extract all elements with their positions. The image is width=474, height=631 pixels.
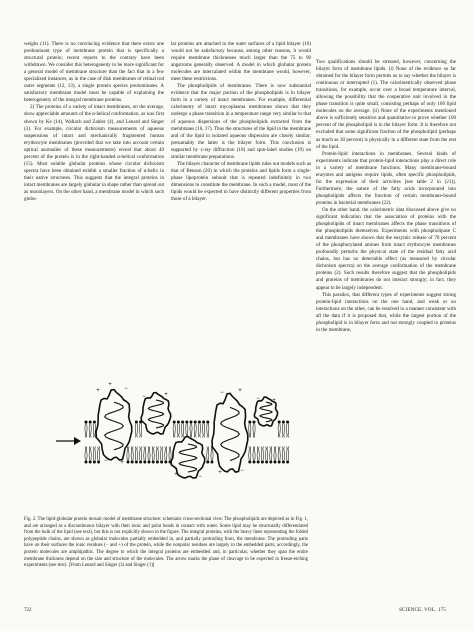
lipid-tail	[253, 447, 254, 461]
lipid-tail	[166, 447, 167, 461]
lipid-tail	[270, 447, 271, 461]
lipid-tail	[263, 447, 264, 461]
lipid-tail	[259, 447, 260, 461]
lipid-tail	[86, 424, 87, 438]
figure-caption: Fig. 2. The lipid-globular protein mosaic model of membrane structure: schematic cross-sectional view. The phospholipids are depicted as in Fig. 1, and are arranged as a discontinuous bilayer with their ionic and polar heads in contact with water. Some lipid may be structurally differentiated from the bulk of the lipid (see text), but this is not explicitly shown in the figure. The integral proteins, with the heavy lines representing the folded polypeptide chains, are shown as globular molecules partially embedded in, and partially protruding from, the membrane. The protruding parts have on their surfaces the ionic residues (− and +) of the protein, while the nonpolar residues are largely in the embedded parts; accordingly, the protein molecules are amphipathic. The degree to which the integral proteins are embedded and, in particular, whether they span the entire membrane thickness depend on the size and structure of the molecules. The arrow marks the plane of cleavage to be expected in freeze-etching experiments (see text). [From Lenard and Singer (3) and Singer (1)]	[24, 517, 308, 569]
ionic-residue-label: +	[164, 392, 168, 398]
lipid-head	[248, 461, 251, 464]
lipid-tail	[148, 447, 149, 461]
lipid-head	[253, 461, 256, 464]
lipid-tail	[135, 424, 136, 438]
lipid-tail	[144, 447, 145, 461]
lipid-tail	[137, 447, 138, 461]
lipid-head	[278, 461, 281, 464]
lipid-head	[135, 461, 138, 464]
lipid-tail	[93, 424, 94, 438]
lipid-tail	[282, 447, 283, 461]
lipid-tail	[280, 424, 281, 438]
lipid-tail	[254, 424, 255, 438]
lipid-tail	[140, 424, 141, 438]
lipid-head	[89, 461, 92, 464]
lipid-tail	[131, 447, 132, 461]
lipid-tail	[165, 447, 166, 461]
paragraph: lar proteins are attached to the outer surfaces of a lipid bilayer (16) would not be satisfactory because, among other reasons, it would require membrane thicknesses much larger than the 75 to 90 angstroms generally observed. A model in which globular protein molecules are intercalated within the membrane would, however, meet these restrictions.	[171, 41, 311, 83]
ionic-residue-label: +	[120, 460, 124, 466]
lipid-tail	[280, 447, 281, 461]
ionic-residue-label: +	[174, 472, 178, 478]
lipid-tail	[140, 447, 141, 461]
lipid-tail	[169, 447, 170, 461]
lipid-tail	[257, 447, 258, 461]
lipid-head	[282, 461, 285, 464]
lipid-head	[286, 421, 289, 424]
lipid-tail	[152, 447, 153, 461]
lipid-tail	[141, 447, 142, 461]
lipid-tail	[261, 447, 262, 461]
lipid-tail	[158, 447, 159, 461]
lipid-tail	[275, 447, 276, 461]
lipid-tail	[127, 447, 128, 461]
lipid-tail	[191, 424, 192, 438]
paragraph: 2) The proteins of a variety of intact membranes, on the average, show appreciable amounts of the α-helical conformation, as was first shown by Ke (14), Wallach and Zahler (4), and Lenard and Singer (3). For example, circular dichroism measurements of aqueous suspensions of intact and mechanically fragmented human erythrocyte membranes (provided that we take into account certain optical anomalies of these measurements) reveal that about 40 percent of the protein is in the right-handed α-helical conformation (15). Most soluble globular proteins whose circular dichroism spectra have been obtained exhibit a smaller fraction of α-helix in their native structures. This suggests that the integral proteins in intact membranes are largely globular in shape rather than spread out as monolayers. On the other hand, a membrane model in which such globu-	[24, 104, 164, 203]
ionic-residue-label: −	[124, 386, 128, 392]
text-column-left	[24, 41, 164, 203]
lipid-head	[265, 461, 268, 464]
lipid-head	[211, 461, 214, 464]
lipid-head	[97, 461, 100, 464]
lipid-tail	[133, 447, 134, 461]
lipid-head	[253, 421, 256, 424]
lipid-head	[269, 461, 272, 464]
lipid-tail	[187, 424, 188, 438]
lipid-head	[148, 461, 151, 464]
lipid-tail	[145, 447, 146, 461]
text-column-right	[316, 59, 456, 334]
ionic-residue-label: +	[96, 388, 100, 394]
membrane-model-figure	[52, 370, 296, 512]
lipid-tail	[288, 447, 289, 461]
lipid-head	[282, 421, 285, 424]
lipid-tail	[154, 447, 155, 461]
lipid-tail	[183, 424, 184, 438]
lipid-tail	[211, 447, 212, 461]
lipid-tail	[282, 424, 283, 438]
lipid-head	[131, 461, 134, 464]
cleavage-plane-arrow	[56, 437, 81, 445]
lipid-tail	[85, 447, 86, 461]
lipid-head	[257, 461, 260, 464]
lipid-head	[194, 421, 197, 424]
ionic-residue-label: +	[218, 470, 222, 476]
lipid-tail	[186, 424, 187, 438]
membrane-diagram	[52, 370, 296, 512]
lipid-tail	[284, 447, 285, 461]
page-number: 722	[24, 608, 32, 613]
lipid-tail	[162, 447, 163, 461]
lipid-head	[85, 421, 88, 424]
ionic-residue-label: −	[220, 390, 224, 396]
lipid-tail	[278, 424, 279, 438]
lipid-tail	[149, 447, 150, 461]
lipid-tail	[89, 424, 90, 438]
lipid-tail	[86, 447, 87, 461]
lipid-head	[89, 421, 92, 424]
lipid-tail	[161, 447, 162, 461]
text-column-middle	[171, 41, 311, 203]
lipid-head	[152, 461, 155, 464]
lipid-tail	[253, 424, 254, 438]
ionic-residue-label: +	[108, 382, 112, 388]
paragraph: This paradox, that different types of experiments suggest strong protein-lipid interactions on the one hand, and weak or no interactions on the other, can be resolved in a manner consistent with all the data if it is proposed that, while the largest portion of the phospholipid is in bilayer form and not strongly coupled to proteins in the membrane,	[316, 291, 456, 333]
lipid-tail	[287, 424, 288, 438]
ionic-residue-label: −	[240, 468, 244, 474]
lipid-tail	[99, 447, 100, 461]
paragraph: weighs (11). There is no convincing evidence that there exists one predominant type of membrane protein that is specifically a structural protein; recent reports to the contrary have been withdrawn. We consider this heterogeneity to be more significant for a general model of membrane structure than the fact that in a few specialized instances, as in the case of disk membranes of retinal rod outer segments (12, 13), a single protein species predominates. A satisfactory membrane model must be capable of explaining the heterogeneity of the integral membrane proteins.	[24, 41, 164, 104]
paragraph: The phospholipids of membranes. There is now substantial evidence that the major portion of the phospholipids is in bilayer form in a variety of intact membranes. For example, differential calorimetry of intact mycoplasma membranes shows that they undergo a phase transition in a temperature range very similar to that of aqueous dispersions of the phospholipids extracted from the membranes (16, 17). Thus the structures of the lipid in the membrane and of the lipid in isolated aqueous dispersion are closely similar; presumably the latter is the bilayer form. This conclusion is supported by x-ray diffraction (18) and spin-label studies (19) on similar membrane preparations.	[171, 83, 311, 160]
lipid-tail	[196, 424, 197, 438]
lipid-tail	[170, 447, 171, 461]
lipid-head	[274, 461, 277, 464]
lipid-tail	[91, 424, 92, 438]
lipid-head	[190, 421, 193, 424]
lipid-head	[278, 421, 281, 424]
lipid-tail	[207, 424, 208, 438]
ionic-residue-label: −	[198, 474, 202, 480]
ionic-residue-label: +	[238, 388, 242, 394]
lipid-tail	[254, 447, 255, 461]
lipid-tail	[98, 447, 99, 461]
lipid-head	[177, 421, 180, 424]
paragraph: The bilayer character of membrane lipids rules out models such as that of Benson (20) in which the proteins and lipids form a single-phase lipoprotein subunit that is repeated indefinitely in two dimensions to constitute the membrane. In such a model, most of the lipids would be expected to have distinctly different properties from those of a bilayer.	[171, 160, 311, 203]
lipid-tail	[135, 447, 136, 461]
lipid-tail	[200, 424, 201, 438]
lipid-tail	[190, 424, 191, 438]
lipid-head	[93, 421, 96, 424]
lipid-tail	[177, 424, 178, 438]
protein-outline	[96, 390, 132, 460]
lipid-head	[139, 461, 142, 464]
lipid-tail	[207, 447, 208, 461]
lipid-tail	[249, 447, 250, 461]
lipid-head	[206, 461, 209, 464]
lipid-tail	[284, 424, 285, 438]
journal-volume: SCIENCE, VOL. 175	[399, 608, 446, 613]
lipid-head	[286, 461, 289, 464]
lipid-head	[206, 421, 209, 424]
lipid-tail	[271, 447, 272, 461]
lipid-head	[156, 461, 159, 464]
ionic-residue-label: −	[142, 394, 146, 400]
lipid-tail	[137, 424, 138, 438]
lipid-tail	[128, 447, 129, 461]
lipid-tail	[95, 424, 96, 438]
lipid-head	[185, 421, 188, 424]
lipid-tail	[198, 424, 199, 438]
lipid-head	[181, 421, 184, 424]
lipid-tail	[93, 447, 94, 461]
lipid-tail	[175, 424, 176, 438]
lipid-tail	[194, 424, 195, 438]
lipid-tail	[203, 424, 204, 438]
lipid-head	[127, 461, 130, 464]
lipid-head	[160, 461, 163, 464]
lipid-head	[85, 461, 88, 464]
lipid-tail	[266, 447, 267, 461]
paragraph: Protein-lipid interactions in membranes. Several kinds of experiments indicate that protein-lipid interactions play a direct role in a variety of membrane functions. Many membrane-bound enzymes and antigens require lipids, often specific phospholipids, for the expression of their activities [see table 2 in (21)]. Furthermore, the nature of the fatty acids incorporated into phospholipids affects the function of certain membrane-bound proteins in bacterial membranes (22).	[316, 150, 456, 206]
lipid-tail	[249, 424, 250, 438]
paragraph: Two qualifications should be stressed, however, concerning the bilayer form of membrane lipids. (i) None of the evidence so far obtained for the bilayer form permits us to say whether the bilayer is continuous or interrupted (1). The calorimetrically observed phase transitions, for example, occur over a broad temperature interval, allowing the possibility that the cooperative unit involved in the phase transition is quite small, consisting perhaps of only 100 lipid molecules on the average. (ii) None of the experiments mentioned above is sufficiently sensitive and quantitative to prove whether 100 percent of the phospholipid is in the bilayer form. It is therefore not excluded that some significant fraction of the phospholipid (perhaps as much as 30 percent) is physically in a different state from the rest of the lipid.	[316, 59, 456, 150]
paragraph: On the other hand, the calorimetric data discussed above give no significant indication that the association of proteins with the phospholipids of intact membranes affects the phase transitions of the phospholipids themselves. Experiments with phospholipase C and membranes have shown that the enzymic release of 70 percent of the phosphorylated amines from intact erythrocyte membranes profoundly perturbs the physical state of the residual fatty acid chains, but has no detectable effect (as measured by circular dichroism spectra) on the average conformation of the membrane proteins (2). Such results therefore suggest that the phospholipids and proteins of membranes do not interact strongly; in fact, they appear to be largely independent.	[316, 206, 456, 291]
lipid-head	[248, 421, 251, 424]
lipid-tail	[156, 447, 157, 461]
ionic-residue-label: +	[272, 398, 276, 404]
lipid-tail	[89, 447, 90, 461]
lipid-tail	[179, 424, 180, 438]
lipid-tail	[173, 424, 174, 438]
lipid-head	[143, 461, 146, 464]
lipid-tail	[288, 424, 289, 438]
lipid-tail	[95, 447, 96, 461]
lipid-head	[164, 461, 167, 464]
lipid-head	[261, 461, 264, 464]
lipid-head	[202, 421, 205, 424]
lipid-tail	[85, 424, 86, 438]
lipid-tail	[208, 424, 209, 438]
lipid-tail	[250, 424, 251, 438]
lipid-tail	[250, 447, 251, 461]
lipid-tail	[274, 447, 275, 461]
lipid-tail	[204, 424, 205, 438]
lipid-tail	[141, 424, 142, 438]
lipid-head	[93, 461, 96, 464]
ionic-residue-label: −	[104, 458, 108, 464]
lipid-head	[173, 421, 176, 424]
lipid-tail	[267, 447, 268, 461]
lipid-tail	[287, 447, 288, 461]
lipid-head	[198, 421, 201, 424]
lipid-tail	[182, 424, 183, 438]
ionic-residue-label: −	[256, 396, 260, 402]
lipid-tail	[208, 447, 209, 461]
lipid-tail	[91, 447, 92, 461]
lipid-tail	[278, 447, 279, 461]
lipid-head	[135, 421, 138, 424]
